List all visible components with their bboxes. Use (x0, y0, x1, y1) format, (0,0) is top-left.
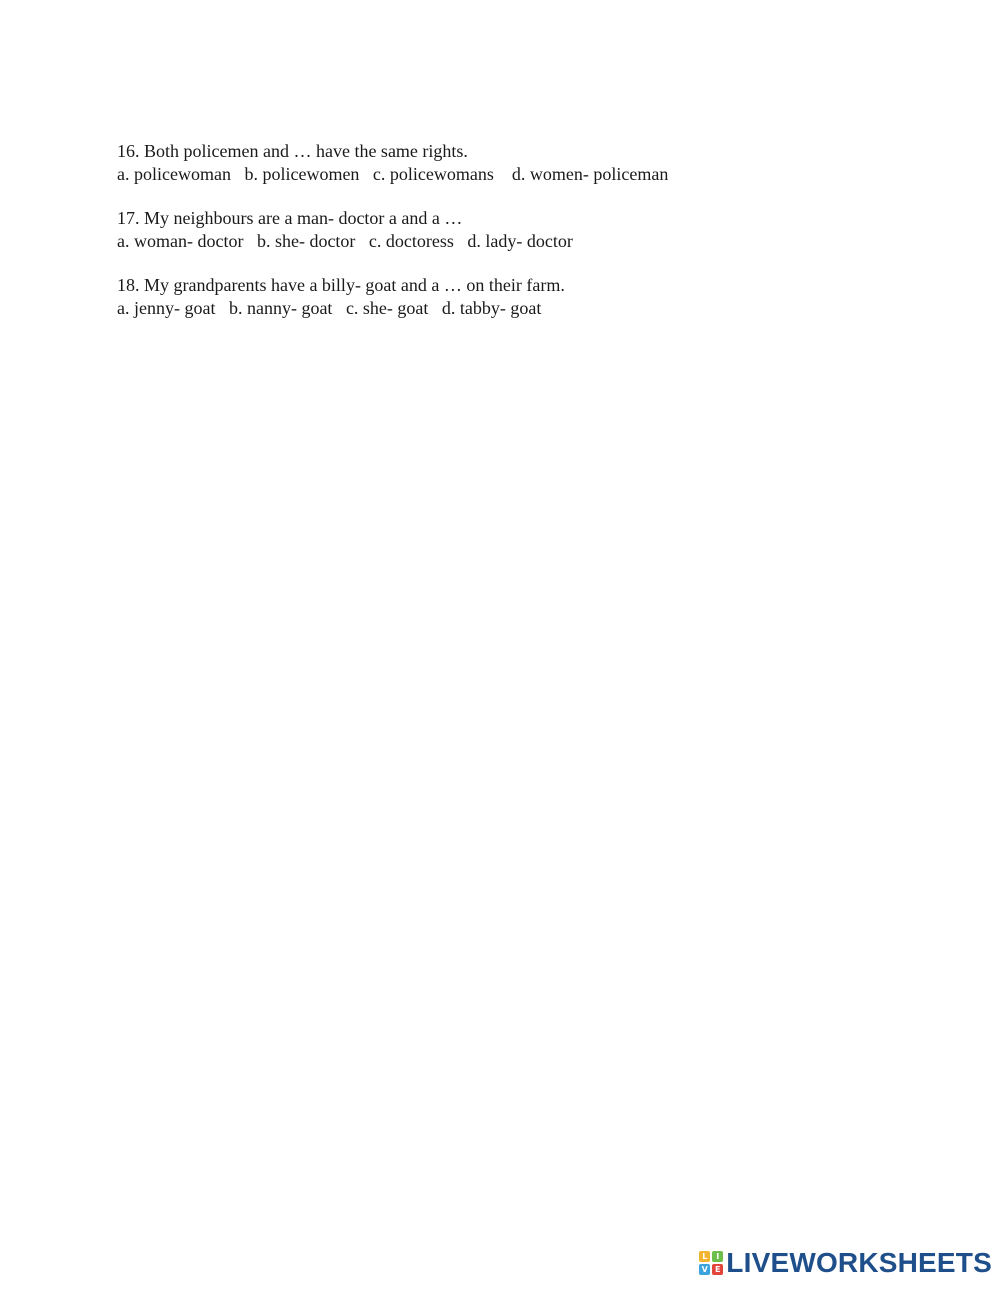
question-17 (117, 207, 877, 252)
question-text: 18. My grandparents have a billy- goat and a … on their farm. (117, 275, 565, 295)
question-text: 16. Both policemen and … have the same rights. (117, 141, 468, 161)
answer-options: a. policewoman b. policewomen c. policewomans d. women- policeman (117, 163, 669, 184)
worksheet-content (117, 140, 877, 341)
logo-text: LIVEWORKSHEETS (726, 1247, 992, 1278)
logo-mark-tile: V (699, 1264, 710, 1275)
liveworksheets-logo (699, 1249, 992, 1277)
logo-mark-tile: I (712, 1251, 723, 1262)
logo-mark-tile: L (699, 1251, 710, 1262)
question-text: 17. My neighbours are a man- doctor a and a … (117, 208, 463, 228)
logo-mark-tile: E (712, 1264, 723, 1275)
question-16 (117, 140, 877, 185)
answer-options: a. jenny- goat b. nanny- goat c. she- goat d. tabby- goat (117, 297, 542, 318)
question-18 (117, 274, 877, 319)
answer-options: a. woman- doctor b. she- doctor c. doctoress d. lady- doctor (117, 230, 573, 251)
logo-mark-icon (699, 1251, 723, 1275)
